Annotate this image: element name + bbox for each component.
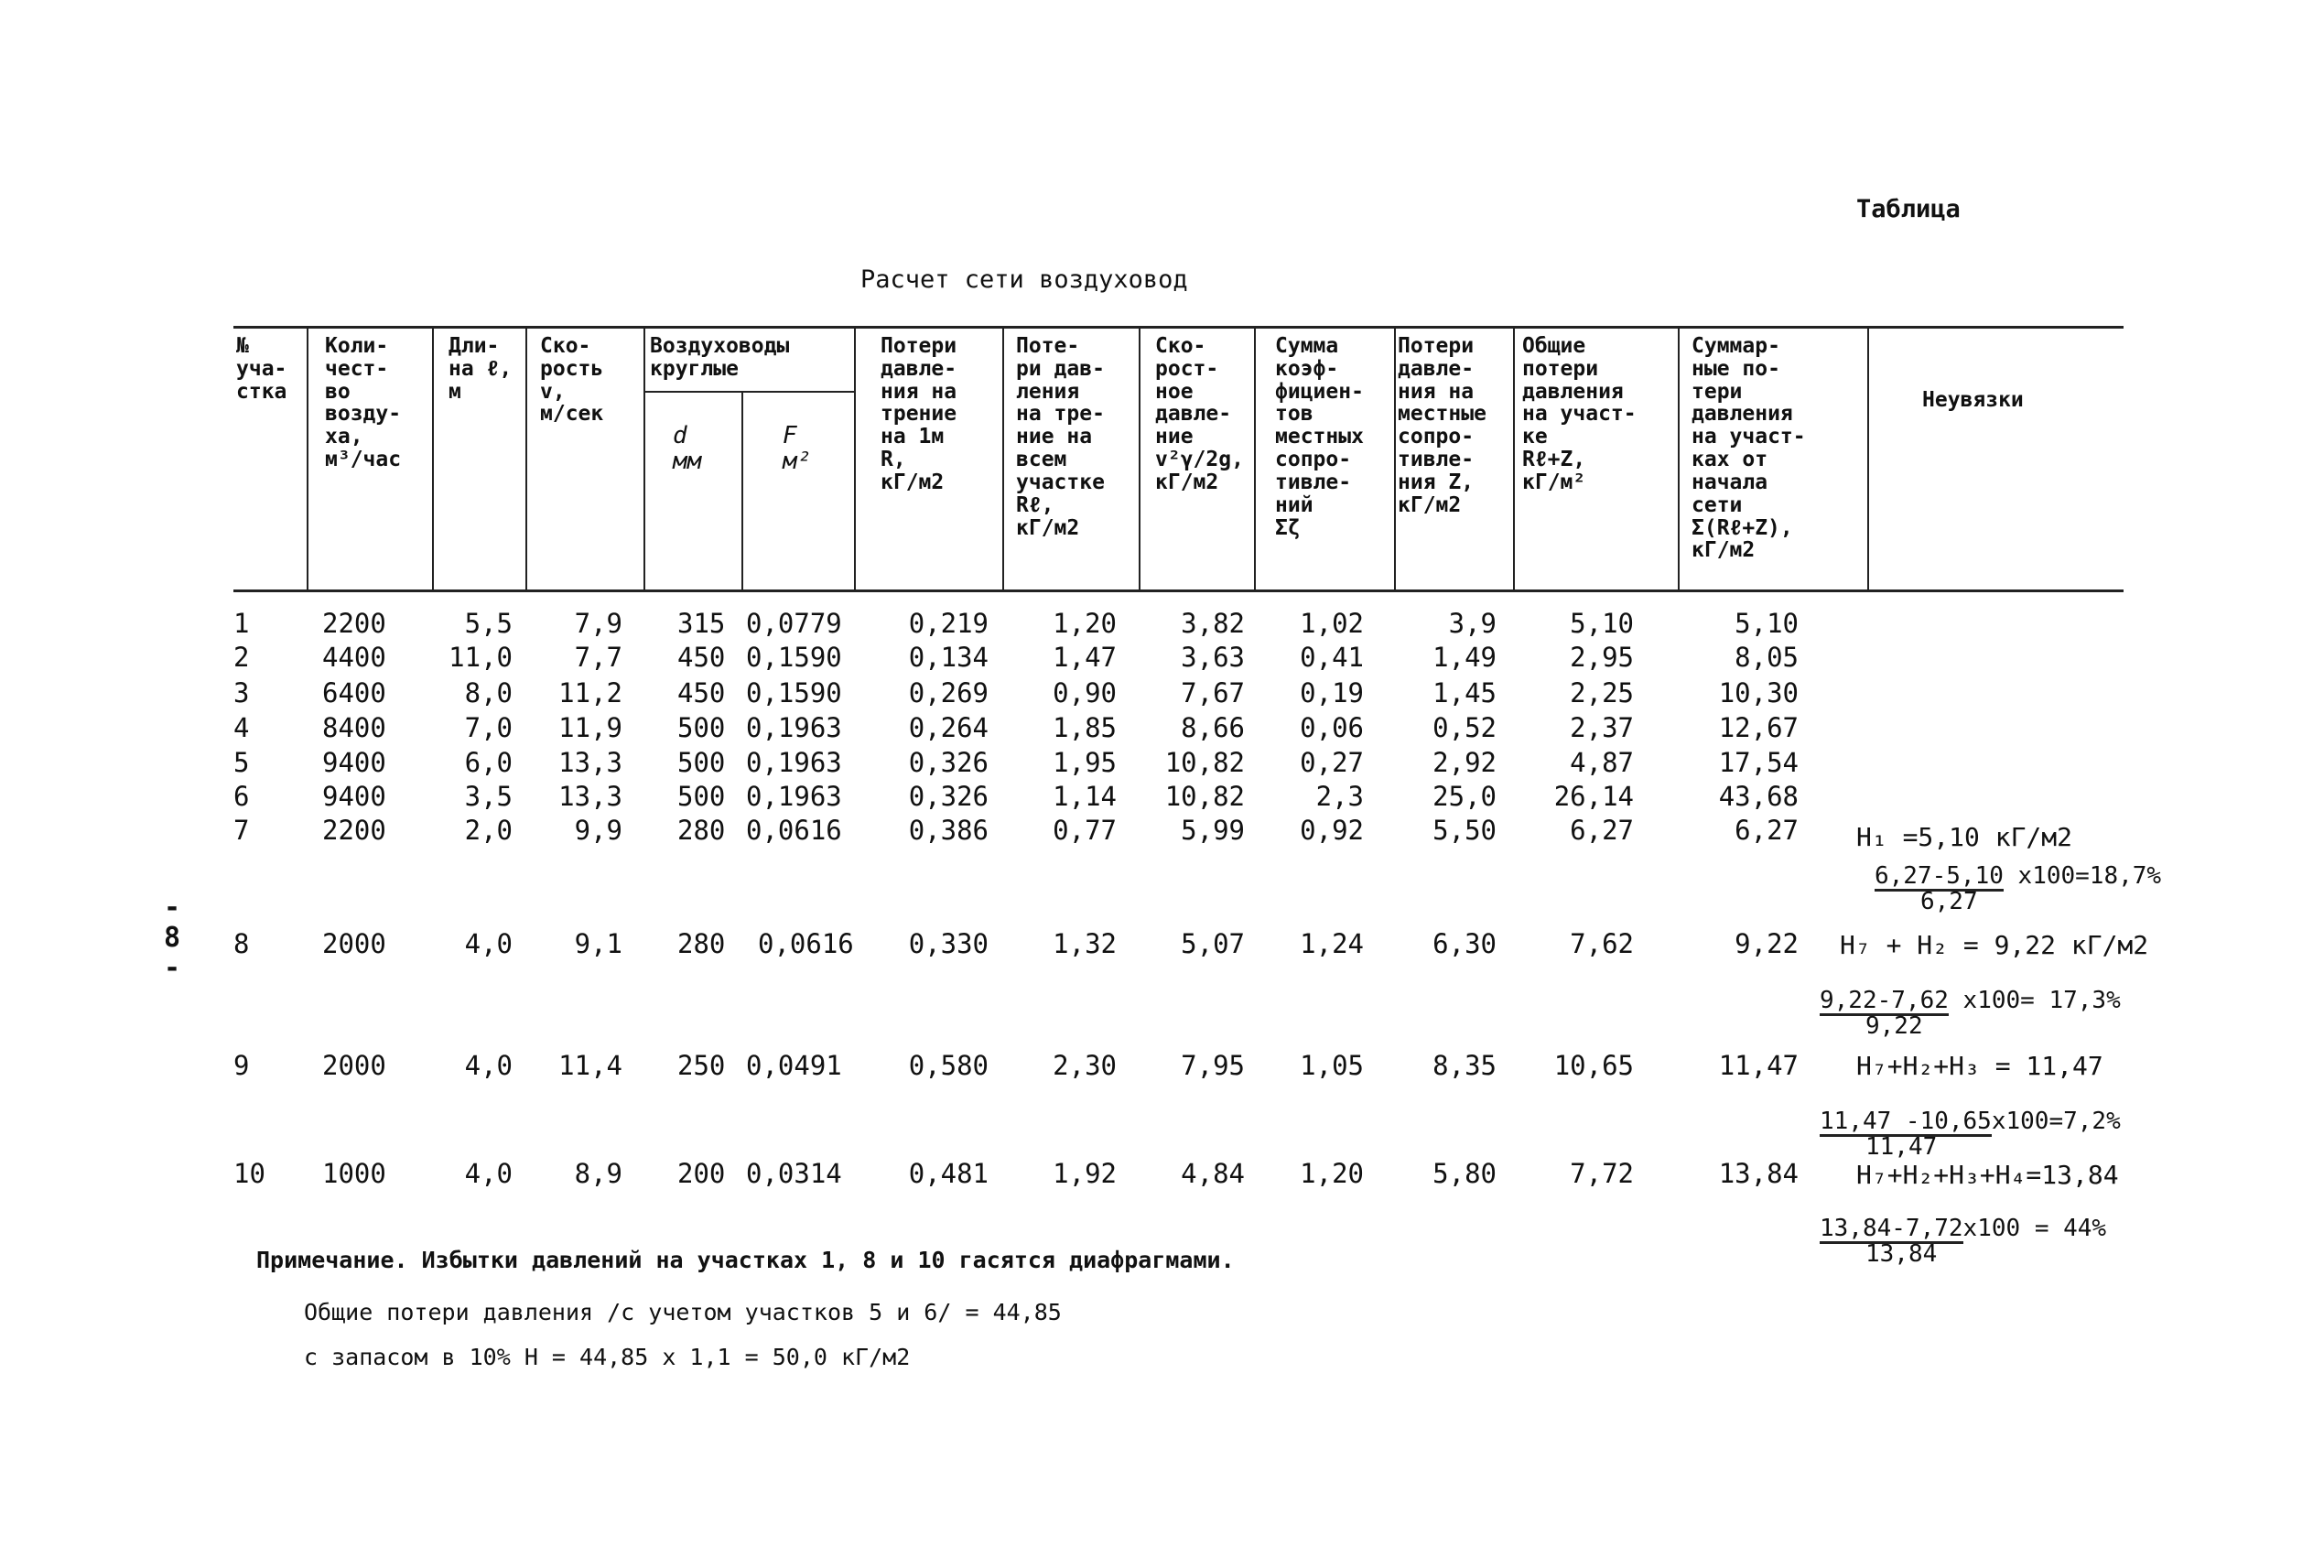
header-local-coef-sum: Сумма коэф- фициен- тов местных сопро- тивле- ний Σζ [1275,334,1364,540]
mismatch-r7-fraction [1875,862,2162,915]
table-row [0,608,2324,644]
cell-air-amount: 2200 [322,608,386,639]
cell-friction-total: 0,77 [1053,815,1117,846]
cell-velocity-pressure: 10,82 [1164,781,1245,812]
cell-velocity: 8,9 [574,1158,622,1189]
cell-velocity-pressure: 3,63 [1181,642,1245,673]
cell-area: 0,0616 [746,815,842,846]
cell-friction-total: 1,47 [1053,642,1117,673]
mismatch-r9-result: x100=7,2% [1991,1108,2121,1135]
cell-diameter: 500 [677,747,726,778]
cell-diameter: 315 [677,608,726,639]
cell-friction-per-meter: 0,330 [908,928,989,959]
cell-friction-per-meter: 0,269 [908,677,989,708]
table-title: Расчет сети воздуховод [860,265,1188,294]
cell-local-losses: 5,50 [1432,815,1497,846]
cell-friction-total: 1,92 [1053,1158,1117,1189]
note-line-3: с запасом в 10% Н = 44,85 х 1,1 = 50,0 кГ/м2 [304,1344,911,1370]
mismatch-r10-numerator: 13,84-7,72 [1820,1217,1963,1244]
col-divider [643,326,645,591]
cell-area: 0,0491 [746,1050,842,1081]
cell-friction-total: 1,14 [1053,781,1117,812]
header-velocity: Ско- рость v, м/сек [540,334,604,427]
cell-no: 10 [233,1158,265,1189]
cell-diameter: 280 [677,928,726,959]
cell-velocity-pressure: 10,82 [1164,747,1245,778]
cell-length: 6,0 [464,747,513,778]
cell-friction-total: 1,32 [1053,928,1117,959]
header-section-no: № уча- стка [236,334,287,404]
cell-cumulative-losses: 9,22 [1735,928,1799,959]
cell-velocity: 9,9 [574,815,622,846]
cell-length: 4,0 [464,928,513,959]
mismatch-r9-line: H₇+H₂+H₃ = 11,47 [1856,1051,2103,1081]
page-number: - 8 - [163,892,181,984]
cell-cumulative-losses: 5,10 [1735,608,1799,639]
mismatch-r8-numerator: 9,22-7,62 [1820,989,1949,1016]
ducts-subheader-rule [645,391,854,393]
table-row [0,642,2324,678]
cell-total-losses: 6,27 [1570,815,1634,846]
cell-diameter: 500 [677,781,726,812]
mismatch-r8-result: x100= 17,3% [1948,987,2121,1014]
cell-local-losses: 1,45 [1432,677,1497,708]
cell-no: 3 [233,677,250,708]
cell-local-coef-sum: 0,19 [1300,677,1364,708]
cell-local-coef-sum: 1,20 [1300,1158,1364,1189]
mismatch-r7-line: H₁ =5,10 кГ/м2 [1856,822,2073,852]
cell-length: 8,0 [464,677,513,708]
cell-velocity-pressure: 8,66 [1181,712,1245,743]
header-length: Дли- на ℓ, м [449,334,513,404]
col-divider [1867,326,1869,591]
cell-diameter: 250 [677,1050,726,1081]
cell-friction-per-meter: 0,326 [908,747,989,778]
table-row [0,677,2324,714]
cell-local-losses: 2,92 [1432,747,1497,778]
cell-local-losses: 3,9 [1448,608,1497,639]
cell-diameter: 500 [677,712,726,743]
cell-air-amount: 1000 [322,1158,386,1189]
cell-no: 1 [233,608,250,639]
cell-friction-total: 1,20 [1053,608,1117,639]
cell-total-losses: 4,87 [1570,747,1634,778]
mismatch-r9-numerator: 11,47 -10,65 [1820,1109,1992,1137]
cell-velocity-pressure: 7,95 [1181,1050,1245,1081]
cell-length: 7,0 [464,712,513,743]
cell-total-losses: 2,37 [1570,712,1634,743]
cell-total-losses: 2,25 [1570,677,1634,708]
cell-length: 4,0 [464,1050,513,1081]
cell-velocity-pressure: 7,67 [1181,677,1245,708]
cell-local-losses: 5,80 [1432,1158,1497,1189]
cell-length: 11,0 [449,642,513,673]
cell-friction-per-meter: 0,219 [908,608,989,639]
header-air-amount: Коли- чест- во возду- ха, м³/час [325,334,402,472]
cell-total-losses: 7,62 [1570,928,1634,959]
cell-local-losses: 1,49 [1432,642,1497,673]
cell-area: 0,1590 [746,677,842,708]
cell-friction-per-meter: 0,134 [908,642,989,673]
cell-friction-per-meter: 0,264 [908,712,989,743]
cell-velocity-pressure: 5,99 [1181,815,1245,846]
cell-total-losses: 26,14 [1553,781,1634,812]
cell-velocity-pressure: 4,84 [1181,1158,1245,1189]
mismatch-r7-numerator: 6,27-5,10 [1875,864,2004,892]
cell-cumulative-losses: 8,05 [1735,642,1799,673]
cell-diameter: 280 [677,815,726,846]
table-row [0,747,2324,784]
table-caption: Таблица [1856,195,1961,223]
cell-no: 5 [233,747,250,778]
cell-diameter: 200 [677,1158,726,1189]
cell-air-amount: 2000 [322,928,386,959]
cell-velocity: 13,3 [558,781,622,812]
cell-friction-per-meter: 0,326 [908,781,989,812]
cell-local-losses: 0,52 [1432,712,1497,743]
mismatch-r8-denominator: 9,22 [1865,1012,1923,1040]
cell-diameter: 450 [677,642,726,673]
cell-length: 2,0 [464,815,513,846]
mismatch-r10-fraction [1820,1215,2107,1268]
cell-no: 6 [233,781,250,812]
cell-area: 0,1963 [746,747,842,778]
table-row [0,712,2324,749]
mismatch-r10-denominator: 13,84 [1865,1240,1938,1268]
cell-friction-total: 1,85 [1053,712,1117,743]
header-friction-per-meter: Потери давле- ния на трение на 1м R, кГ/м2 [881,334,957,494]
cell-length: 3,5 [464,781,513,812]
cell-velocity: 13,3 [558,747,622,778]
cell-cumulative-losses: 12,67 [1718,712,1799,743]
cell-total-losses: 2,95 [1570,642,1634,673]
col-divider [1394,326,1396,591]
header-ducts-round: Воздуховоды круглые [650,334,790,381]
cell-local-coef-sum: 0,41 [1300,642,1364,673]
col-divider [1513,326,1515,591]
cell-area: 0,1963 [746,712,842,743]
cell-friction-total: 2,30 [1053,1050,1117,1081]
mismatch-r8-fraction [1820,987,2121,1040]
mismatch-r10-result: x100 = 44% [1962,1215,2107,1242]
cell-air-amount: 6400 [322,677,386,708]
cell-cumulative-losses: 43,68 [1718,781,1799,812]
cell-air-amount: 2000 [322,1050,386,1081]
mismatch-r7-denominator: 6,27 [1920,888,1978,915]
cell-velocity-pressure: 3,82 [1181,608,1245,639]
cell-area: 0,0616 [758,928,854,959]
cell-total-losses: 10,65 [1553,1050,1634,1081]
col-divider [741,391,743,591]
header-total-losses: Общие потери давления на участ- ке Rℓ+Z, кГ/м² [1522,334,1637,494]
cell-local-coef-sum: 0,92 [1300,815,1364,846]
cell-air-amount: 9400 [322,747,386,778]
cell-total-losses: 7,72 [1570,1158,1634,1189]
mismatch-r7-result: x100=18,7% [2003,862,2162,890]
cell-velocity: 11,4 [558,1050,622,1081]
cell-local-losses: 8,35 [1432,1050,1497,1081]
col-divider [854,326,856,591]
cell-no: 2 [233,642,250,673]
col-divider [307,326,308,591]
cell-friction-per-meter: 0,481 [908,1158,989,1189]
cell-cumulative-losses: 11,47 [1718,1050,1799,1081]
note-line-1: Примечание. Избытки давлений на участках 1, 8 и 10 гасятся диафрагмами. [256,1247,1235,1273]
cell-friction-per-meter: 0,580 [908,1050,989,1081]
cell-velocity: 11,9 [558,712,622,743]
cell-no: 4 [233,712,250,743]
cell-air-amount: 4400 [322,642,386,673]
header-velocity-pressure: Ско- рост- ное давле- ние v²γ/2g, кГ/м2 [1155,334,1244,494]
mismatch-r9-denominator: 11,47 [1865,1133,1938,1161]
mismatch-r8-line: H₇ + H₂ = 9,22 кГ/м2 [1840,930,2149,960]
header-diameter: d мм [673,422,702,476]
header-area: F м² [783,422,812,476]
cell-local-losses: 6,30 [1432,928,1497,959]
cell-no: 7 [233,815,250,846]
cell-cumulative-losses: 17,54 [1718,747,1799,778]
cell-air-amount: 9400 [322,781,386,812]
cell-local-coef-sum: 1,24 [1300,928,1364,959]
cell-local-losses: 25,0 [1432,781,1497,812]
cell-local-coef-sum: 2,3 [1315,781,1364,812]
cell-friction-total: 1,95 [1053,747,1117,778]
header-bottom-rule [233,589,2124,592]
cell-area: 0,1590 [746,642,842,673]
cell-air-amount: 2200 [322,815,386,846]
col-divider [1139,326,1140,591]
cell-local-coef-sum: 1,02 [1300,608,1364,639]
col-divider [1002,326,1004,591]
mismatch-r9-fraction [1820,1108,2121,1161]
cell-velocity: 7,7 [574,642,622,673]
cell-length: 5,5 [464,608,513,639]
cell-local-coef-sum: 0,27 [1300,747,1364,778]
cell-area: 0,0314 [746,1158,842,1189]
cell-length: 4,0 [464,1158,513,1189]
cell-no: 8 [233,928,250,959]
cell-velocity-pressure: 5,07 [1181,928,1245,959]
cell-local-coef-sum: 0,06 [1300,712,1364,743]
note-line-2: Общие потери давления /с учетом участков 5 и 6/ = 44,85 [304,1299,1062,1325]
cell-cumulative-losses: 10,30 [1718,677,1799,708]
cell-friction-per-meter: 0,386 [908,815,989,846]
cell-air-amount: 8400 [322,712,386,743]
col-divider [525,326,527,591]
cell-velocity: 9,1 [574,928,622,959]
header-mismatch: Неувязки [1922,388,2024,412]
cell-no: 9 [233,1050,250,1081]
header-cumulative-losses: Суммар- ные по- тери давления на участ- ках от начала сети Σ(Rℓ+Z), кГ/м2 [1692,334,1806,563]
table-row [0,781,2324,817]
cell-diameter: 450 [677,677,726,708]
cell-total-losses: 5,10 [1570,608,1634,639]
cell-velocity: 11,2 [558,677,622,708]
mismatch-r10-line: H₇+H₂+H₃+H₄=13,84 [1856,1160,2119,1190]
header-local-losses: Потери давле- ния на местные сопро- тивле- ния Z, кГ/м2 [1398,334,1486,517]
table-top-rule [233,326,2124,329]
cell-velocity: 7,9 [574,608,622,639]
cell-cumulative-losses: 13,84 [1718,1158,1799,1189]
cell-friction-total: 0,90 [1053,677,1117,708]
col-divider [1254,326,1256,591]
cell-area: 0,1963 [746,781,842,812]
cell-area: 0,0779 [746,608,842,639]
cell-local-coef-sum: 1,05 [1300,1050,1364,1081]
header-friction-total: Поте- ри дав- ления на тре- ние на всем участке Rℓ, кГ/м2 [1016,334,1105,540]
col-divider [432,326,434,591]
cell-cumulative-losses: 6,27 [1735,815,1799,846]
col-divider [1678,326,1680,591]
